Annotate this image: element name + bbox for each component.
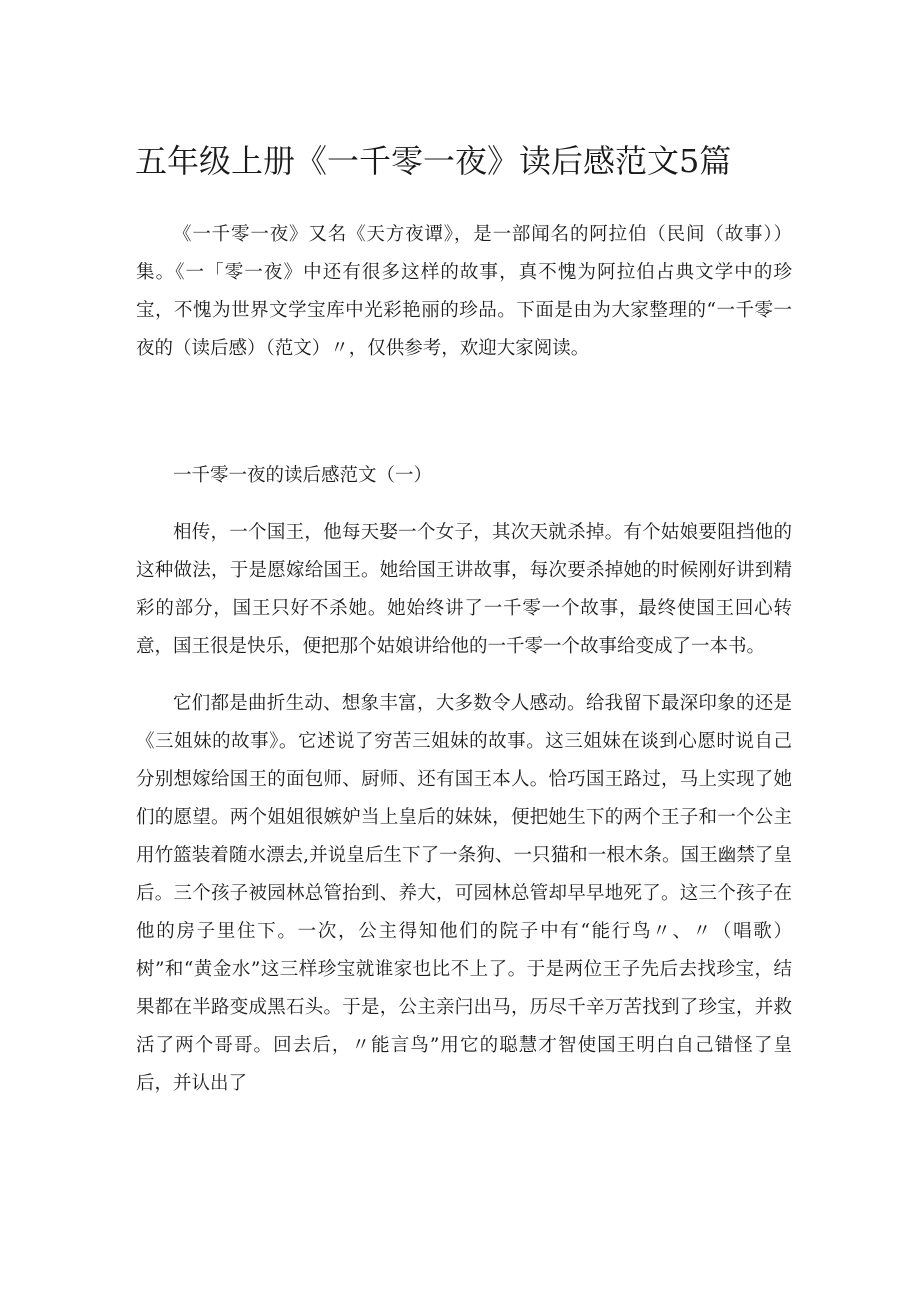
body-paragraph: 它们都是曲折生动、想象丰富，大多数令人感动。给我留下最深印象的还是《三姐妹的故事》。它述说了穷苦三姐妹的故事。这三姐妹在谈到心愿时说自己分别想嫁给国王的面包师、厨师、还有国王本人。恰巧国王路过，马上实现了她们的愿望。两个姐姐很嫉妒当上皇后的妹妹，便把她生下的两个王子和一个公主用竹篮装着随水漂去,并说皇后生下了一条狗、一只猫和一根木条。国王幽禁了皇后。三个孩子被园林总管抬到、养大，可园林总管却早早地死了。这三个孩子在他的房子里住下。一次，公主得知他们的院子中有“能行鸟〃、〃（唱歌）树”和“黄金水”这三样珍宝就谁家也比不上了。于是两位王子先后去找珍宝，结果都在半路变成黑石头。于是，公主亲闩出马，历尽千辛万苦找到了珍宝，并救活了两个哥哥。回去后，〃能言鸟”用它的聪慧才智使国王明白自己错怪了皇后，并认出了: [136, 693, 792, 1094]
body-paragraph: 相传，一个国王，他每天娶一个女子，其次天就杀掉。有个姑娘要阻挡他的这种做法，于是愿嫁给国王。她给国王讲故事，每次要杀掉她的时候刚好讲到精彩的部分，国王只好不杀她。她始终讲了一千零一个故事，最终使国王回心转意，国王很是快乐，便把那个姑娘讲给他的一千零一个故事给变成了一本书。: [136, 522, 792, 657]
section-1: [136, 457, 792, 1103]
document-title: 五年级上册《一千零一夜》读后感范文5篇: [135, 142, 732, 180]
section-heading: 一千零一夜的读后感范文（一）: [173, 465, 433, 486]
section-spacer: [136, 495, 792, 514]
intro-block: [136, 216, 792, 368]
intro-paragraph: 《一千零一夜》又名《天方夜谭》，是一部闻名的阿拉伯（民间（故事））集。《一「零一夜》中还有很多这样的故事，真不愧为阿拉伯占典文学中的珍宝，不愧为世界文学宝库中光彩艳丽的珍品。下面是由为大家整理的“一千零一夜的（读后感）（范文）〃，仅供参考，欢迎大家阅读。: [136, 224, 792, 359]
paragraph-spacer: [136, 666, 792, 685]
